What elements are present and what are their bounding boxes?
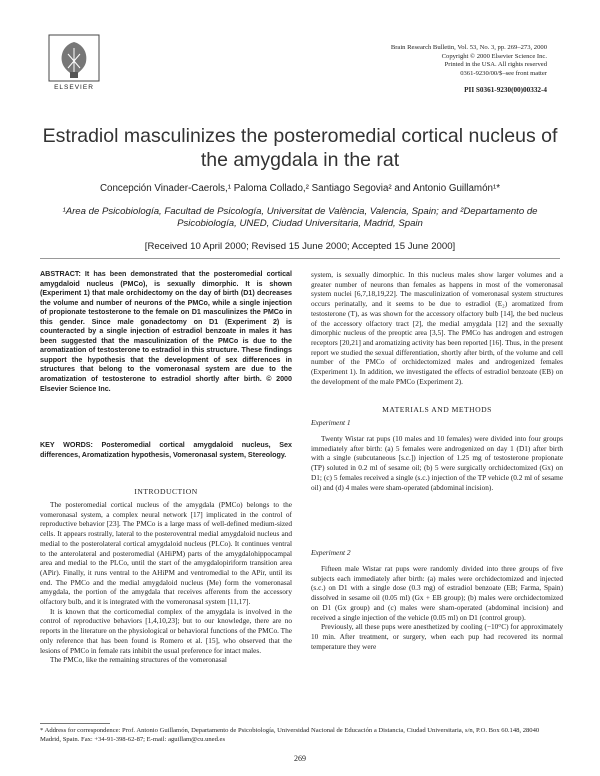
paragraph: It is known that the corticomedial complex of the amygdala is involved in the control of reproductive behaviors [1,4,10,23]; but to our knowledge, there are no reports in the literature on the physiological or behavioral functions of the PMCo. The only reference that has been found is Romero et al. [15], who observed that the lesions of PMCo in female rats inhibit the usual preference for intact males. [40,606,292,655]
section-heading-introduction: INTRODUCTION [134,487,198,496]
keywords: KEY WORDS: Posteromedial cortical amygdaloid nucleus, Sex differences, Aromatization hypothesis, Vomeronasal system, Stereology. [40,441,292,459]
experiment-2-body [311,564,563,651]
experiment-1-body [311,434,563,492]
pii-code: PII S0361-9230(00)00332-4 [464,86,547,94]
elsevier-logo-icon [48,34,100,82]
publisher-logo-text: ELSEVIER [54,84,94,91]
page-number: 269 [294,754,306,763]
abstract: ABSTRACT: It has been demonstrated that the posteromedial cortical amygdaloid nucleus (PMCo), is sexually dimorphic. It is shown (Experiment 1) that male orchidectomy on the day of birth (D1) decreases the volume and number of neurons of the PMCo, while a single injection of propionate testosterone to the female on D1 masculinizes the PMCo in this gender. Since male gonadectomy on D1 (Experiment 2) is counteracted by a single injection of estradiol benzoate in males it has been suggested that the masculinization of the PMCo is due to the aromatization of testosterone to estradiol in this structure. These findings support the hypothesis that the development of sex differences in structures that belong to the vomeronasal system are due to the aromatization of testosterone to estradiol shortly after birth. © 2000 Elsevier Science Inc. [40,270,292,393]
subsection-heading-experiment-1: Experiment 1 [311,418,351,427]
paragraph: system, is sexually dimorphic. In this nucleus males show larger volumes and a greater number of neurons than females as happens in most of the vomeronasal system nuclei [6,7,18,19,22]. The masculinization of vomeronasal system structures occurs perinatally, and it seems to be due to estradiol (E₂) aromatized from testosterone (T), as was shown for the accessory olfactory bulb [14], the bed nucleus of the accessory olfactory tract [2], the medial amygdala [12] and the sexually dimorphic nucleus of the preoptic area [3,5]. The PMCo has androgen and estrogen receptors [20,21] and aromatizing activity has been reported [16]. Thus, in the present report we studied the sexual differentiation, shortly after birth, of the volume and cell number of the PMCo of orchidectomized males and androgenized females (Experiment 1). In addition, we investigated the effects of estradiol benzoate (EB) on the development of the male PMCo (Experiment 2). [311,270,563,386]
article-title: Estradiol masculinizes the posteromedial cortical nucleus of the amygdala in the rat [42,125,558,171]
paragraph: Twenty Wistar rat pups (10 males and 10 females) were divided into four groups immediately after birth: (a) 5 females were androgenized on day 1 (D1) after birth with a single (subcutaneous [s.c.]) injection of 1.25 mg of testosterone propionate (TP) soluted in 0.2 ml of sesame oil; (b) 5 were surgically orchidectomized (Gx) on D1; (c) 5 females received a single (s.c.) injection of the TP vehicle (0.2 ml of sesame oil) and (d) 4 males were sham-operated (abdominal incision). [311,434,563,492]
introduction-continued [311,270,563,386]
received-dates: [Received 10 April 2000; Revised 15 June 2000; Accepted 15 June 2000] [144,241,456,252]
journal-line: Brain Research Bulletin, Vol. 53, No. 3, pp. 269–273, 2000 [390,44,547,51]
author-list: Concepción Vinader-Caerols,¹ Paloma Collado,² Santiago Segovia² and Antonio Guillamón¹* [99,183,501,194]
paragraph: Fifteen male Wistar rat pups were randomly divided into three groups of five subjects each immediately after birth: (a) males were orchidectomized and injected (s.c.) on D1 with a single dose (0.3 mg) of estradiol benzoate (EB; Farma, Spain) dissolved in sesame oil (0.05 ml) (Gx + EB group); (b) males were orchidectomized on D1 (Gx group) and (c) males were sham-operated (abdominal incision) and received a single injection of the vehicle (0.05 ml) on D1 (control group). [311,564,563,622]
paragraph: The posteromedial cortical nucleus of the amygdala (PMCo) belongs to the vomeronasal system, a complex neural network [17] implicated in the control of reproductive behavior [23]. The PMCo is a large mass of well-defined medium-sized cells. It appears rostrally, lateral to the posteroventral medial amygdaloid nucleus and medial to the posterolateral cortical amygdaloid nucleus (PLCo). It continues ventral to the anterolateral and posteromedial (AHiPM) parts of the amygdalohippocampal area and medial to the PLCo, until the start of the amygdalopiriform transition area (APir). Finally, it runs ventral to the AHiPM and ventromedial to the APir, until its end. The PMCo and the medial amygdaloid nucleus (Me) form the vomeronasal amygdala, the portion of the amygdala that receives afferents from the accessory olfactory bulb, and it is integrated with the vomeronasal system [11,17]. [40,500,292,607]
paragraph: Previously, all these pups were anesthetized by cooling (−10°C) for approximately 10 min. After treatment, or surgery, when each pup had recovered its normal temperature they were [311,622,563,651]
divider [40,258,560,259]
section-heading-methods: MATERIALS AND METHODS [382,405,492,414]
introduction-body [40,500,292,665]
subsection-heading-experiment-2: Experiment 2 [311,548,351,557]
journal-info [247,44,547,78]
journal-line: Printed in the USA. All rights reserved [444,61,547,68]
journal-line: 0361-9230/00/$–see front matter [460,69,547,77]
correspondence-footnote: * Address for correspondence: Prof. Antonio Guillamón, Departamento de Psicobiología, Universidad Nacional de Educación a Distancia, Ciudad Universitaria, s/n, P.O. Box 60.148, 28040 Madrid, Spain. Fax: +34-91-398-62-87; E-mail: aguillam@cu.uned.es [40,727,540,743]
footnote-divider [40,723,110,724]
author-affiliation: ¹Area de Psicobiología, Facultad de Psicología, Universitat de València, Valencia, Spain; and ²Departamento de Psicobiología, UNED, Ciudad Universitaria, Madrid, Spain [62,206,538,229]
paragraph: The PMCo, like the remaining structures of the vomeronasal [50,655,227,665]
journal-line: Copyright © 2000 Elsevier Science Inc. [441,52,547,60]
